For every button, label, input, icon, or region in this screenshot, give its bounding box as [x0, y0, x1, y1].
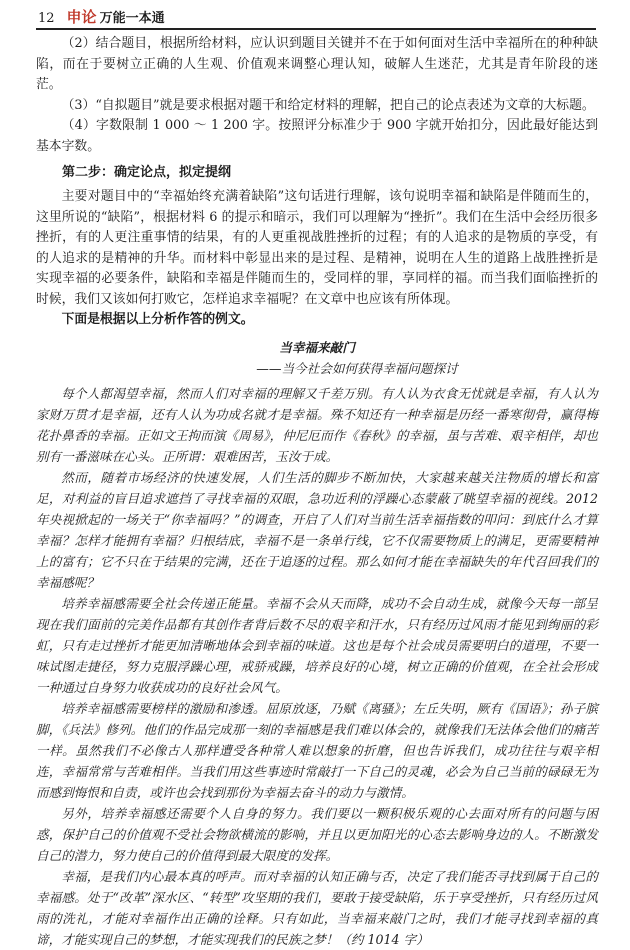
page-body: [36, 34, 598, 950]
book-title: 申论: [66, 8, 97, 26]
essay-subtitle: ——当今社会如何获得幸福问题探讨: [256, 360, 458, 376]
analysis-paragraph: 主要对题目中的“幸福始终充满着缺陷”这句话进行理解，该句说明幸福和缺陷是伴随而生的，这里所说的“缺陷”，根据材料 6 的提示和暗示，我们可以理解为“挫折”。我们在生活中会经历很多挫折，有的人更注重事情的结果，有的人更重视战胜挫折的过程；有的人追求的是物质的享受，有的人追求的是精神的升华。而材料中彰显出来的是过程、是精神，说明在人生的道路上战胜挫折是实现幸福的必要条件，缺陷和幸福是伴随而生的，受同样的罪，享同样的福。而当我们面临挫折的时候，我们又该如何打败它，怎样追求幸福呢？在文章中也应该有所体现。: [36, 189, 598, 307]
book-subtitle: 万能一本通: [99, 11, 165, 26]
essay-paragraph: 幸福，是我们内心最本真的呼声。而对幸福的认知正确与否，决定了我们能否寻找到属于自己的幸福感。处于“改革”深水区、“转型”攻坚期的我们，要敢于接受缺陷，乐于享受挫折，只有经历过风雨的洗礼，才能对幸福作出正确的诠释。只有如此，当幸福来敲门之时，我们才能寻找到幸福的真谛，才能实现自己的梦想，才能实现我们的民族之梦！（约 1014 字）: [36, 868, 598, 947]
essay-paragraph: 培养幸福感需要榜样的激励和渗透。屈原放逐，乃赋《离骚》；左丘失明，厥有《国语》；孙子膑脚，《兵法》修列。他们的作品完成那一刻的幸福感是我们难以体会的，就像我们无法体会他们的痛苦一样。虽然我们不必像古人那样遭受各种常人难以想象的折磨，但也告诉我们，成功往往与艰辛相连，幸福常常与苦难相伴。当我们用这些事迹时常敲打一下自己的灵魂，必会为自己当前的碌碌无为而感到悔恨和自责，或许也会找到那份为幸福去奋斗的动力与激情。: [36, 700, 598, 800]
essay-paragraph: 培养幸福感需要全社会传递正能量。幸福不会从天而降，成功不会自动生成，就像今天每一部呈现在我们面前的完美作品都有其创作者背后数不尽的艰辛和汗水，只有经历过风雨才能见到绚丽的彩虹，只有走过挫折才能更加清晰地体会到幸福的味道。这也是每个社会成员需要明白的道理，不要一味试图走捷径，努力克服浮躁心理，戒骄戒躁，培养良好的心境，树立正确的价值观，在全社会形成一种通过自身努力收获成功的良好社会风气。: [36, 595, 598, 695]
intro-paragraph: （4）字数限制 1 000 ～ 1 200 字。按照评分标准少于 900 字就开始扣分，因此最好能达到基本字数。: [36, 118, 598, 154]
essay-title: 当幸福来敲门: [279, 339, 355, 355]
lead-in: 下面是根据以上分析作答的例文。: [61, 312, 254, 327]
sample-essay: [36, 337, 598, 950]
page-number: 12: [38, 11, 55, 26]
essay-paragraph: 每个人都渴望幸福，然而人们对幸福的理解又千差万别。有人认为衣食无忧就是幸福，有人认为家财万贯才是幸福，还有人认为功成名就才是幸福。殊不知还有一种幸福是历经一番寒彻骨，赢得梅花扑鼻香的幸福。正如文王拘而演《周易》，仲尼厄而作《春秋》的幸福，虽与苦难、艰辛相伴，却也别有一番滋味在心头。正所谓：艰难困苦，玉汝于成。: [36, 385, 598, 464]
essay-paragraph: 然而，随着市场经济的快速发展，人们生活的脚步不断加快，大家越来越关注物质的增长和富足，对利益的盲目追求遮挡了寻找幸福的双眼，急功近利的浮躁心态蒙蔽了眺望幸福的视线。2012 年央视掀起的一场关于“你幸福吗？”的调查，开启了人们对当前生活幸福指数的叩问：到底什么才算幸福？怎样才能拥有幸福？归根结底，幸福不是一条单行线，它不仅需要物质上的满足，更需要精神上的富有；它不只在于结果的完满，还在于追逐的过程。那么如何才能在幸福缺失的年代召回我们的幸福感呢？: [36, 469, 598, 590]
intro-paragraph: （3）“自拟题目”就是要求根据对题干和给定材料的理解，把自己的论点表述为文章的大标题。: [61, 97, 595, 113]
page-header: [38, 6, 598, 28]
step-heading: 第二步：确定论点，拟定提纲: [62, 165, 232, 180]
header-rule: [36, 28, 596, 30]
intro-paragraph: （2）结合题目，根据所给材料，应认识到题目关键并不在于如何面对生活中幸福所在的种种缺陷，而在于要树立正确的人生观、价值观来调整心理认知，破解人生迷茫，尤其是青年阶段的迷茫。: [36, 36, 598, 92]
essay-paragraph: 另外，培养幸福感还需要个人自身的努力。我们要以一颗积极乐观的心去面对所有的问题与困惑，保护自己的价值观不受社会物欲横流的影响，并且以更加阳光的心态去影响身边的人。不断激发自己的潜力，努力使自己的价值得到最大限度的发挥。: [36, 805, 598, 863]
